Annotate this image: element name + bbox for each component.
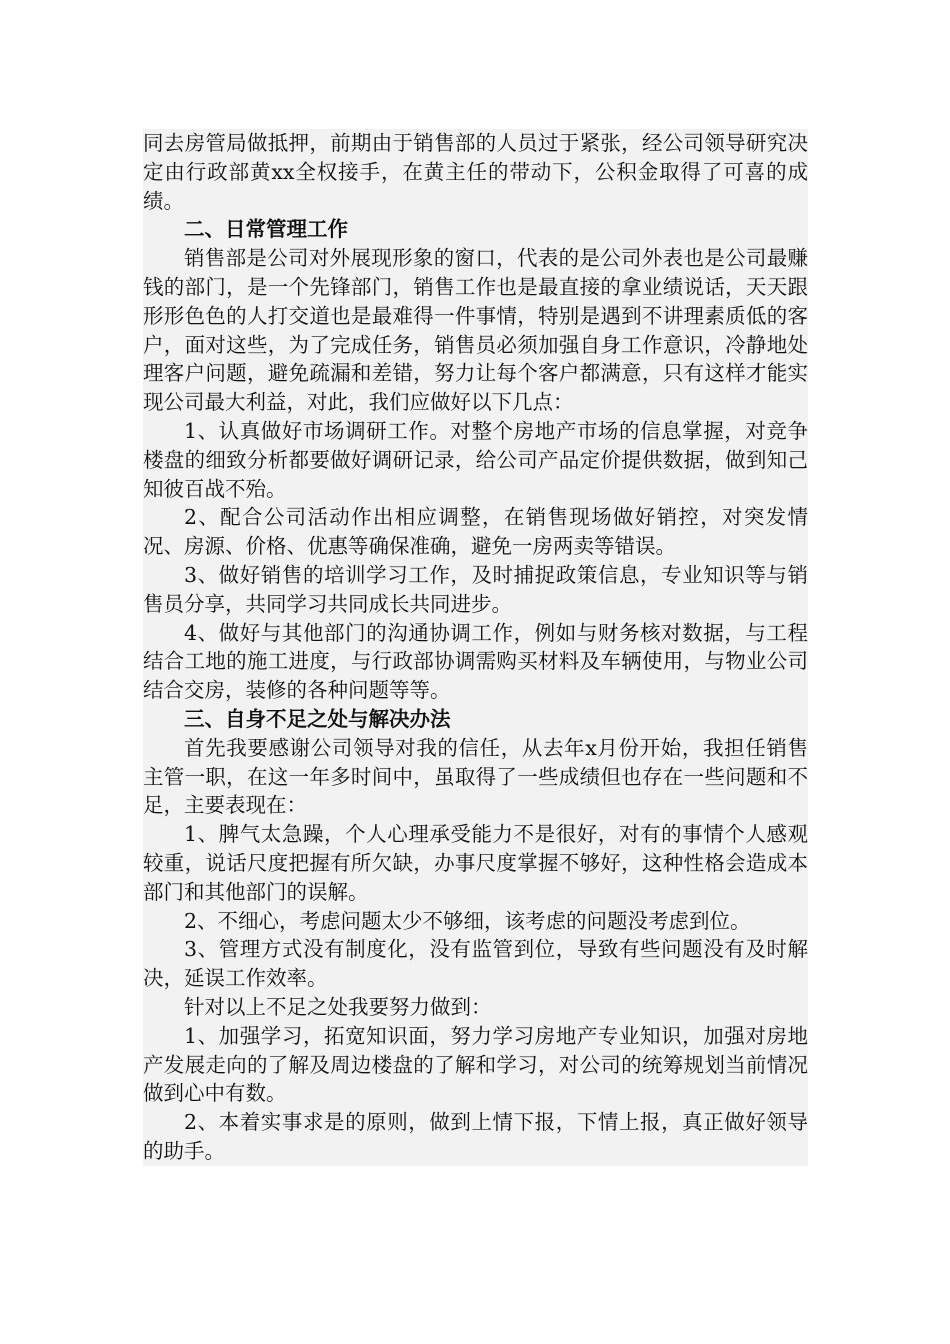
body-paragraph: 销售部是公司对外展现形象的窗口，代表的是公司外表也是公司最赚钱的部门，是一个先锋部门，销售工作也是最直接的拿业绩说话，天天跟形形色色的人打交道也是最难得一件事情，特别是遇到不讲理素质低的客户，面对这些，为了完成任务，销售员必须加强自身工作意识，冷静地处理客户问题，避免疏漏和差错，努力让每个客户都满意，只有这样才能实现公司最大利益，对此，我们应做好以下几点： <box>143 246 808 415</box>
list-item-paragraph: 2、本着实事求是的原则，做到上情下报，下情上报，真正做好领导的助手。 <box>143 1110 808 1163</box>
list-item-paragraph: 1、认真做好市场调研工作。对整个房地产市场的信息掌握，对竞争楼盘的细致分析都要做好调研记录，给公司产品定价提供数据，做到知己知彼百战不殆。 <box>143 418 808 501</box>
list-item-paragraph: 1、脾气太急躁，个人心理承受能力不是很好，对有的事情个人感观较重，说话尺度把握有所欠缺，办事尺度掌握不够好，这种性格会造成本部门和其他部门的误解。 <box>143 822 808 904</box>
list-item-paragraph: 3、做好销售的培训学习工作，及时捕捉政策信息，专业知识等与销售员分享，共同学习共同成长共同进步。 <box>143 562 808 616</box>
list-item-paragraph: 1、加强学习，拓宽知识面，努力学习房地产专业知识，加强对房地产发展走向的了解及周边楼盘的了解和学习，对公司的统筹规划当前情况做到心中有数。 <box>143 1023 808 1106</box>
list-item-paragraph: 2、不细心，考虑问题太少不够细，该考虑的问题没考虑到位。 <box>184 908 751 933</box>
list-item-paragraph: 2、配合公司活动作出相应调整，在销售现场做好销控，对突发情况、房源、价格、优惠等确保准确，避免一房两卖等错误。 <box>143 505 808 559</box>
document-body <box>143 129 808 1166</box>
body-paragraph-continuation: 同去房管局做抵押，前期由于销售部的人员过于紧张，经公司领导研究决定由行政部黄xx全权接手，在黄主任的带动下，公积金取得了可喜的成绩。 <box>143 131 808 213</box>
section-heading-daily-management: 二、日常管理工作 <box>184 217 348 242</box>
list-item-paragraph: 3、管理方式没有制度化，没有监管到位，导致有些问题没有及时解决，延误工作效率。 <box>143 937 808 991</box>
body-paragraph: 针对以上不足之处我要努力做到： <box>184 994 492 1019</box>
body-paragraph: 首先我要感谢公司领导对我的信任，从去年x月份开始，我担任销售主管一职，在这一年多时间中，虽取得了一些成绩但也存在一些问题和不足，主要表现在： <box>143 735 808 818</box>
list-item-paragraph: 4、做好与其他部门的沟通协调工作，例如与财务核对数据，与工程结合工地的施工进度，与行政部协调需购买材料及车辆使用，与物业公司结合交房，装修的各种问题等等。 <box>143 620 808 703</box>
section-heading-shortcomings: 三、自身不足之处与解决办法 <box>184 706 451 731</box>
